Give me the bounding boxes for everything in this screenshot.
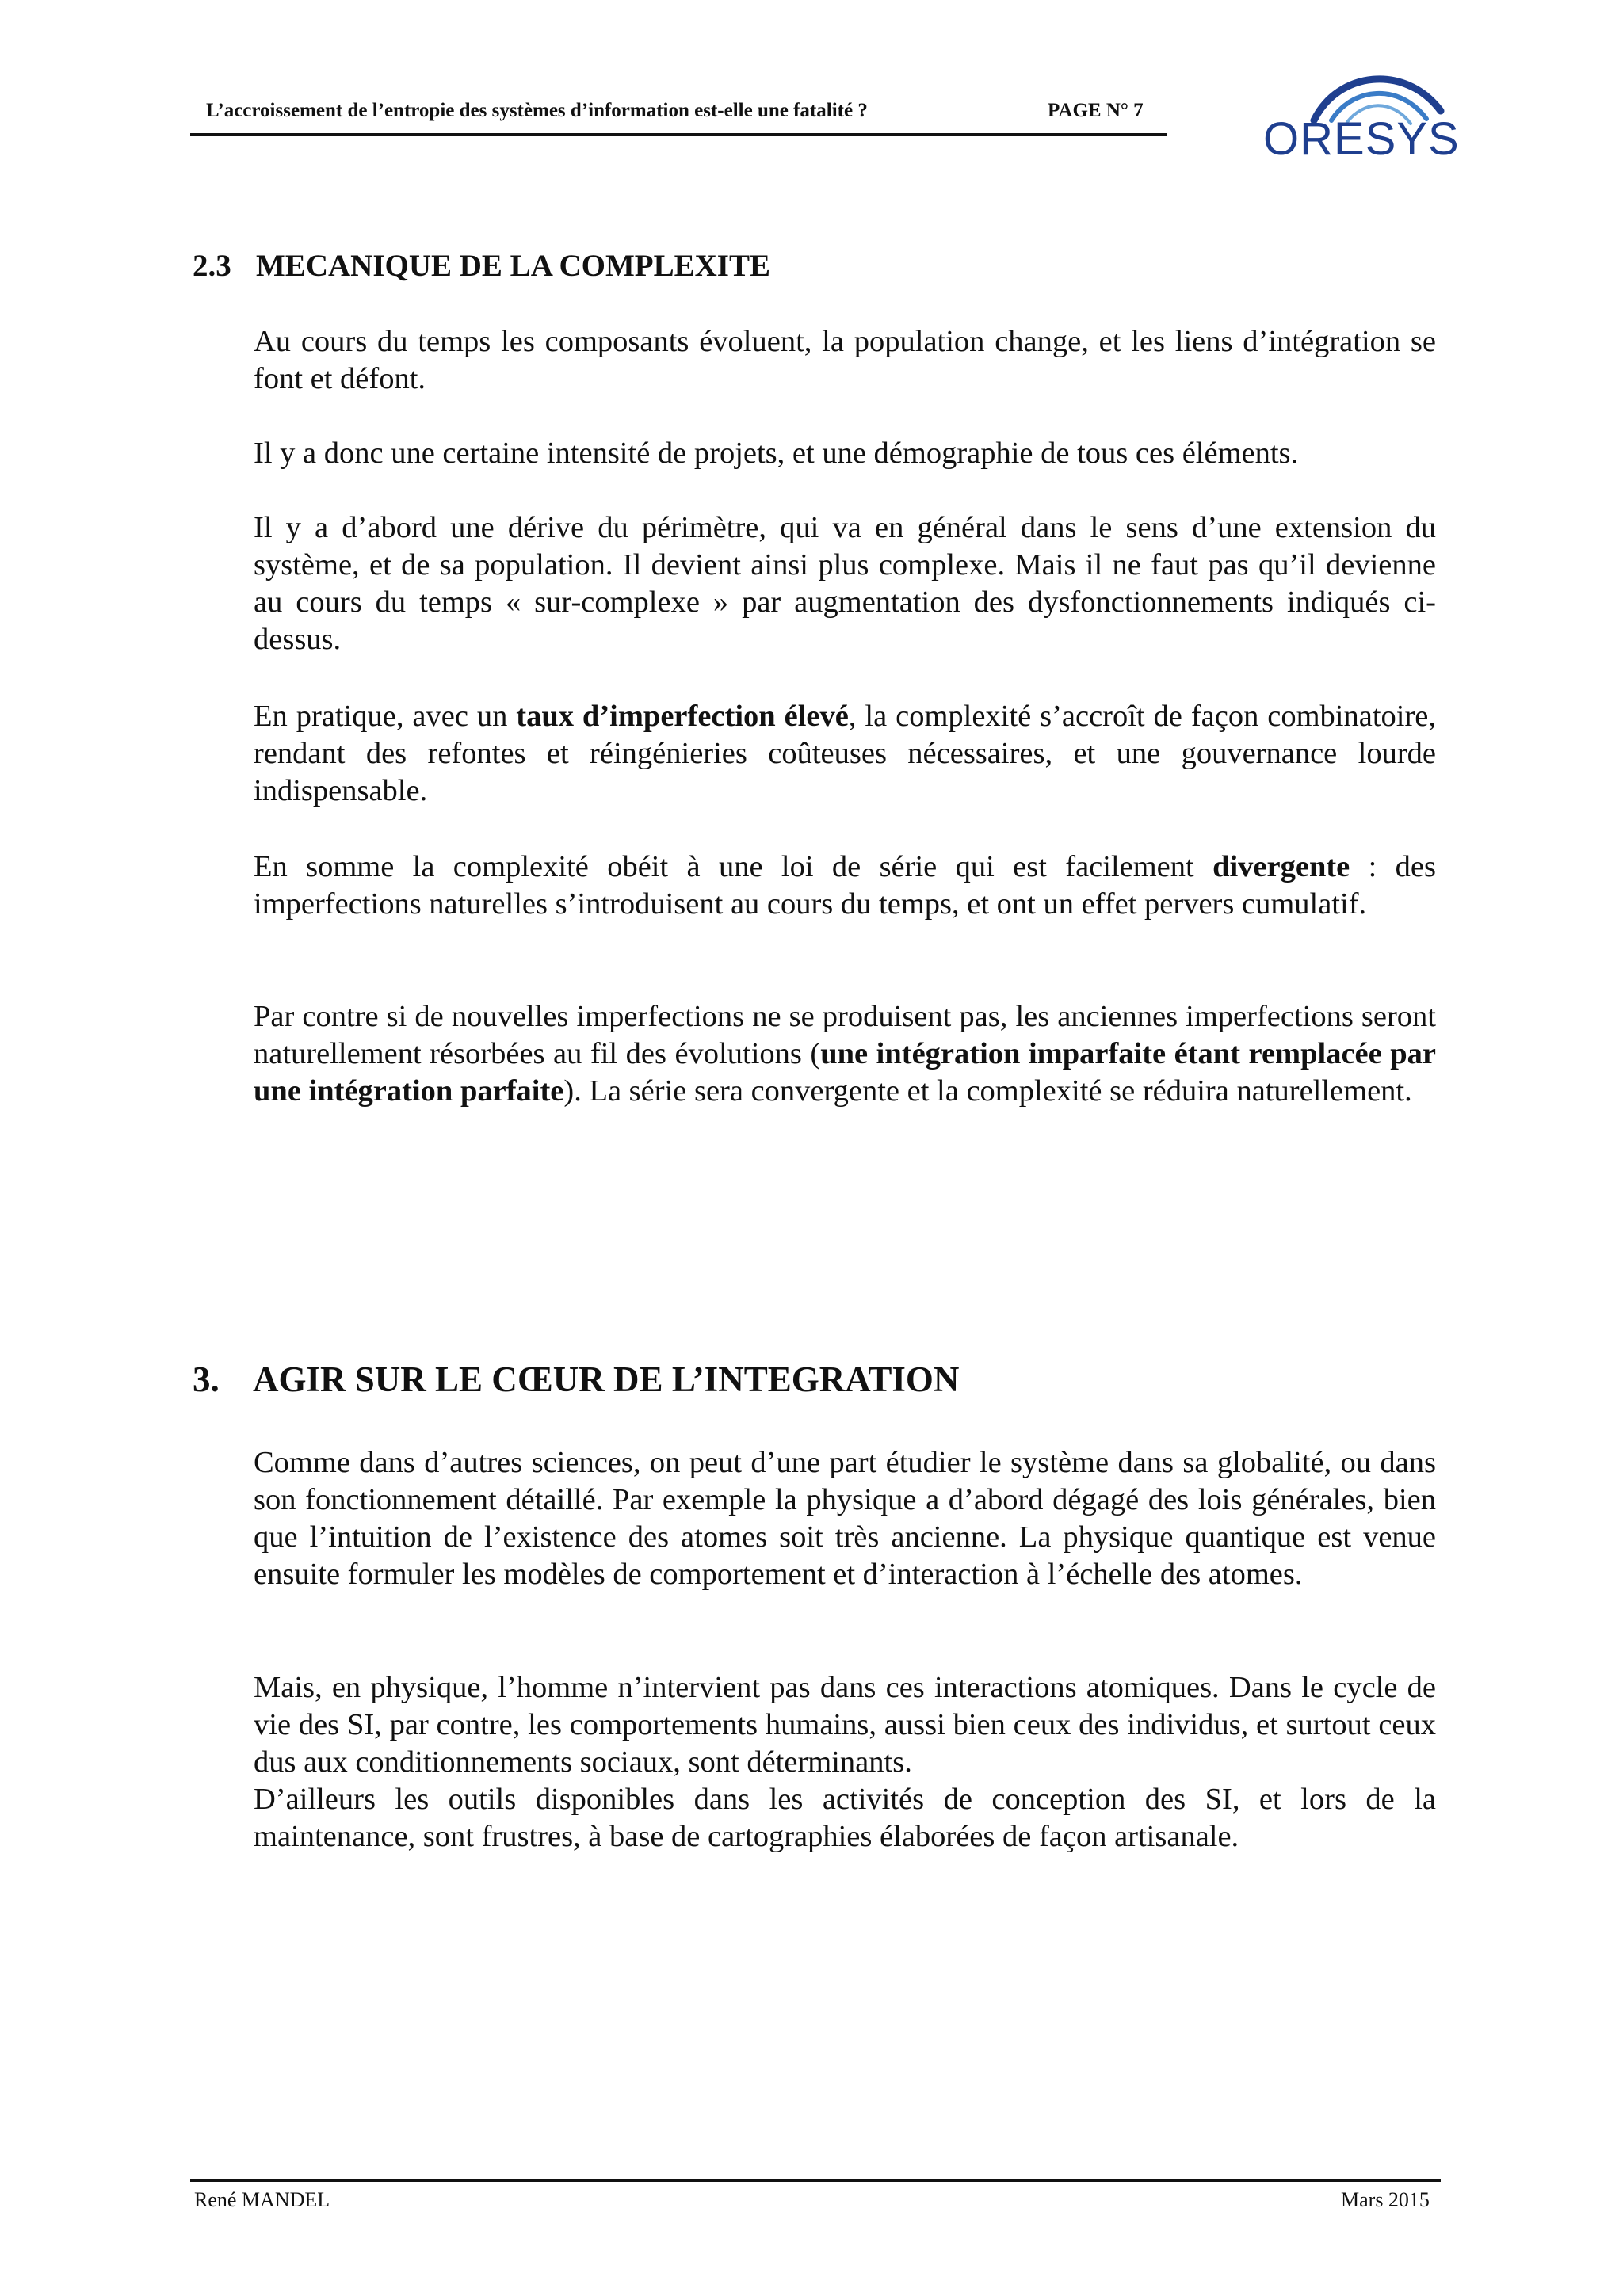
text-run: En somme la complexité obéit à une loi de série qui est facilement bbox=[254, 850, 1213, 883]
section-heading-2-3 bbox=[193, 248, 770, 284]
paragraph: Au cours du temps les composants évoluent, la population change, et les liens d’intégration se font et défont. bbox=[254, 325, 1436, 395]
section-number: 2.3 bbox=[193, 249, 231, 283]
header-document-title: L’accroissement de l’entropie des systèmes d’information est-elle une fatalité ? bbox=[206, 100, 868, 121]
logo-wordmark: ORESYS bbox=[1263, 113, 1460, 165]
paragraph: Il y a donc une certaine intensité de projets, et une démographie de tous ces éléments. bbox=[254, 437, 1299, 470]
bold-text-run: divergente bbox=[1212, 850, 1350, 883]
text-run: ). La série sera convergente et la complexité se réduira naturellement. bbox=[563, 1074, 1412, 1108]
oresys-logo bbox=[1258, 63, 1460, 178]
bold-text-run: taux d’imperfection élevé bbox=[516, 700, 849, 733]
text-run: : des imperfections naturelles s’introduisent au cours du temps, et ont un effet pervers cumulatif. bbox=[254, 850, 1436, 921]
paragraph bbox=[254, 698, 1436, 810]
section-title: MECANIQUE DE LA COMPLEXITE bbox=[256, 249, 770, 283]
paragraph bbox=[254, 998, 1436, 1110]
paragraph: Comme dans d’autres sciences, on peut d’une part étudier le système dans sa globalité, ou dans son fonctionnement détaillé. Par exemple la physique a d’abord dégagé des lois générales, bien que l’intuition de l’existence des atomes soit très ancienne. La physique quantique est venue ensuite formuler les modèles de comportement et d’interaction à l’échelle des atomes. bbox=[254, 1446, 1436, 1591]
footer-divider bbox=[190, 2179, 1441, 2182]
paragraph bbox=[254, 849, 1436, 923]
paragraph: D’ailleurs les outils disponibles dans les activités de conception des SI, et lors de la maintenance, sont frustres, à base de cartographies élaborées de façon artisanale. bbox=[254, 1783, 1436, 1853]
section-number: 3. bbox=[193, 1360, 220, 1399]
text-run: Par contre si de nouvelles imperfections ne se produisent pas, les anciennes imperfections seront naturellement résorbées au fil des évolutions ( bbox=[254, 1000, 1436, 1070]
paragraph: Mais, en physique, l’homme n’intervient pas dans ces interactions atomiques. Dans le cycle de vie des SI, par contre, les comportements humains, aussi bien ceux des individus, et surtout ceux dus aux conditionnements sociaux, sont déterminants. bbox=[254, 1671, 1436, 1779]
bold-text-run: une intégration imparfaite étant remplacée par une intégration parfaite bbox=[254, 1037, 1436, 1108]
section-title: AGIR SUR LE CŒUR DE L’INTEGRATION bbox=[253, 1360, 960, 1399]
section-heading-3 bbox=[193, 1359, 959, 1400]
text-run: En pratique, avec un bbox=[254, 700, 517, 733]
footer-date: Mars 2015 bbox=[1341, 2188, 1430, 2211]
paragraph: Il y a d’abord une dérive du périmètre, qui va en général dans le sens d’une extension du système, et de sa population. Il devient ainsi plus complexe. Mais il ne faut pas qu’il devienne au cours du temps « sur-complexe » par augmentation des dysfonctionnements indiqués ci-dessus. bbox=[254, 511, 1436, 656]
text-run: , la complexité s’accroît de façon combinatoire, rendant des refontes et réingénieries coûteuses nécessaires, et une gouvernance lourde indispensable. bbox=[254, 700, 1436, 807]
page-header bbox=[190, 97, 1167, 136]
footer-author: René MANDEL bbox=[194, 2188, 330, 2211]
header-page-number: PAGE N° 7 bbox=[1048, 100, 1144, 121]
